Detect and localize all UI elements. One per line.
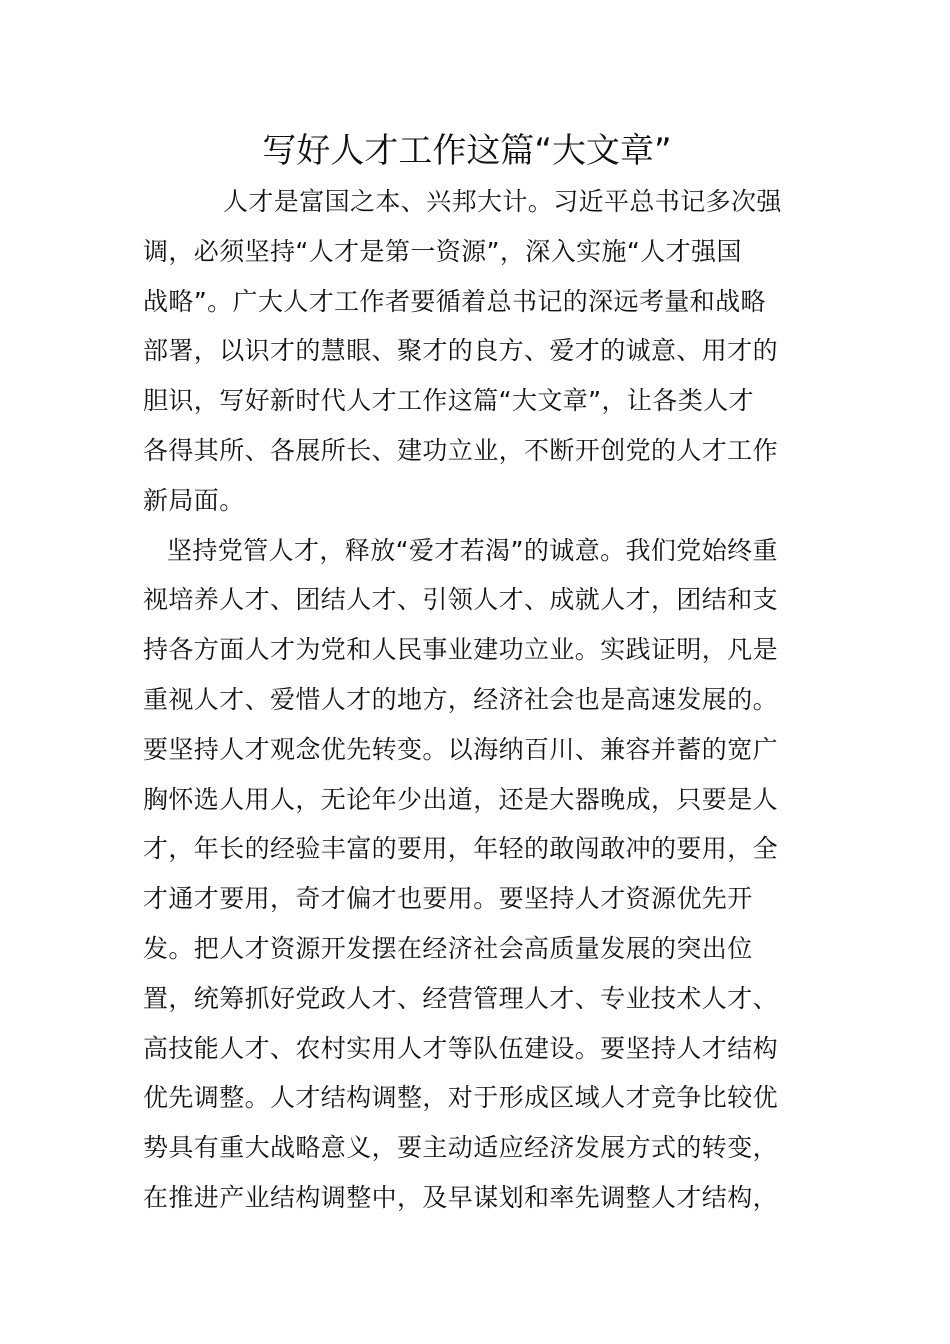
text-line: 重视人才、爱惜人才的地方，经济社会也是高速发展的。 [143,684,779,714]
text-line: 才，年长的经验丰富的要用，年轻的敢闯敢冲的要用，全 [143,834,779,864]
text-line: 新局面。 [143,485,245,515]
text-line: 置，统筹抓好党政人才、经营管理人才、专业技术人才、 [143,983,779,1013]
document-title: 写好人才工作这篇“大文章” [262,131,672,171]
text-line: 在推进产业结构调整中，及早谋划和率先调整人才结构， [143,1182,779,1212]
text-line: 要坚持人才观念优先转变。以海纳百川、兼容并蓄的宽广 [143,734,779,764]
document-body [143,177,813,1223]
text-line: 持各方面人才为党和人民事业建功立业。实践证明，凡是 [143,635,779,665]
text-line: 胸怀选人用人，无论年少出道，还是大器晚成，只要是人 [143,784,779,814]
text-line: 视培养人才、团结人才、引领人才、成就人才，团结和支 [143,585,779,615]
text-line: 坚持党管人才，释放“爱才若渴”的诚意。我们党始终重 [167,535,778,565]
text-line: 高技能人才、农村实用人才等队伍建设。要坚持人才结构 [143,1033,779,1063]
text-line: 优先调整。人才结构调整，对于形成区域人才竞争比较优 [143,1083,779,1113]
text-line: 各得其所、各展所长、建功立业，不断开创党的人才工作 [143,435,779,465]
text-line: 发。把人才资源开发摆在经济社会高质量发展的突出位 [143,933,753,963]
text-line: 部署，以识才的慧眼、聚才的良方、爱才的诚意、用才的 [143,336,779,366]
text-line: 调，必须坚持“人才是第一资源”，深入实施“人才强国 [143,236,742,266]
text-line: 人才是富国之本、兴邦大计。习近平总书记多次强 [223,187,782,216]
text-line: 胆识，写好新时代人才工作这篇“大文章”，让各类人才 [143,386,754,416]
text-line: 战略”。广大人才工作者要循着总书记的深远考量和战略 [143,286,766,316]
text-line: 才通才要用，奇才偏才也要用。要坚持人才资源优先开 [143,884,753,914]
text-line: 势具有重大战略意义，要主动适应经济发展方式的转变， [143,1133,779,1163]
